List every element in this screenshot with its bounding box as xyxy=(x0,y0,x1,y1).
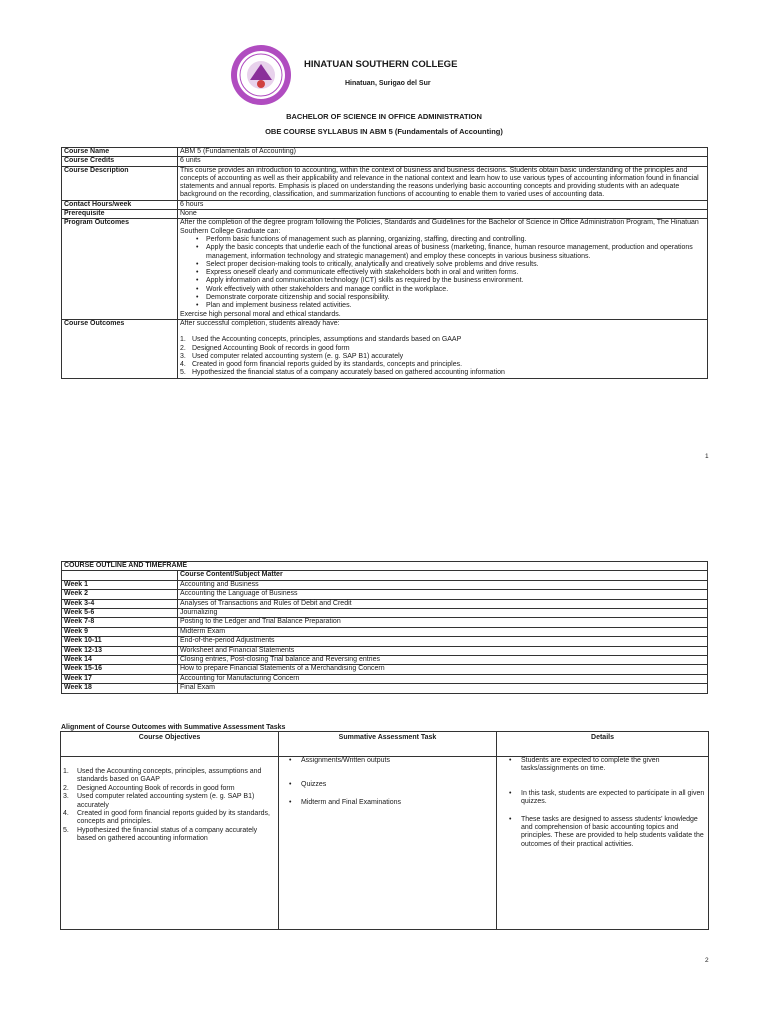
outline-week-header xyxy=(62,571,178,580)
table-row xyxy=(62,599,708,608)
table-row xyxy=(62,562,708,571)
week-cell: Week 3-4 xyxy=(62,599,178,608)
program-title: BACHELOR OF SCIENCE IN OFFICE ADMINISTRATION xyxy=(286,112,482,121)
course-credits-value: 6 units xyxy=(178,157,708,166)
list-item: 1. Used the Accounting concepts, principles, assumptions and standards based on GAAP xyxy=(180,336,462,344)
list-item: • Perform basic functions of management such as planning, organizing, staffing, directing and controlling. xyxy=(206,236,705,244)
details-list xyxy=(499,757,706,849)
list-item: • Express oneself clearly and communicate effectively with stakeholders both in oral and written forms. xyxy=(206,269,705,277)
week-cell: Week 17 xyxy=(62,674,178,683)
course-info-table xyxy=(61,147,708,379)
content-cell: Accounting for Manufacturing Concern xyxy=(178,674,708,683)
tasks-list xyxy=(281,757,494,807)
course-outline-table xyxy=(61,561,708,694)
list-item: 3. Used computer related accounting system (e. g. SAP B1) accurately xyxy=(63,793,255,809)
list-item: • Quizzes xyxy=(301,781,494,789)
list-item: 4. Created in good form financial reports guided by its standards, concepts and principles. xyxy=(63,810,270,826)
table-row xyxy=(62,148,708,157)
table-row xyxy=(62,665,708,674)
list-item: 5. Hypothesized the financial status of a company accurately based on gathered accounting information xyxy=(63,826,258,843)
list-item: • Apply the basic concepts that underlie each of the functional areas of business (marketing, finance, human resource management, production and operations management, information technology and strategic management) and employ these concepts in various business situations. xyxy=(206,244,705,261)
table-row xyxy=(62,319,708,378)
week-cell: Week 7-8 xyxy=(62,618,178,627)
course-outcomes-intro: After successful completion, students already have: xyxy=(180,319,340,327)
list-item: • Work effectively with other stakeholders and manage conflict in the workplace. xyxy=(206,286,705,294)
table-row xyxy=(62,590,708,599)
table-row xyxy=(62,684,708,693)
course-outcomes-list xyxy=(180,336,705,377)
page-number-1: 1 xyxy=(705,453,709,460)
content-cell: Posting to the Ledger and Trial Balance Preparation xyxy=(178,618,708,627)
week-cell: Week 18 xyxy=(62,684,178,693)
list-item: • Demonstrate corporate citizenship and social responsibility. xyxy=(206,294,705,302)
table-row xyxy=(62,627,708,636)
table-row xyxy=(61,757,709,930)
prerequisite-label: Prerequisite xyxy=(62,210,178,219)
table-row xyxy=(62,580,708,589)
page-number-2: 2 xyxy=(705,957,709,964)
list-item: 4. Created in good form financial reports guided by its standards, concepts and principles. xyxy=(180,361,463,369)
outline-content-header: Course Content/Subject Matter xyxy=(178,571,708,580)
list-item: 2. Designed Accounting Book of records in good form xyxy=(180,344,350,352)
details-header: Details xyxy=(497,732,709,757)
program-outcomes-last: Exercise high personal moral and ethical standards. xyxy=(180,310,341,318)
course-name-value: ABM 5 (Fundamentals of Accounting) xyxy=(178,148,708,157)
task-header: Summative Assessment Task xyxy=(279,732,497,757)
contact-hours-value: 6 hours xyxy=(178,200,708,209)
content-cell: How to prepare Financial Statements of a Merchandising Concern xyxy=(178,665,708,674)
content-cell: Analyses of Transactions and Rules of Debit and Credit xyxy=(178,599,708,608)
week-cell: Week 14 xyxy=(62,656,178,665)
list-item: 5. Hypothesized the financial status of a company accurately based on gathered accounting information xyxy=(180,369,505,377)
table-row xyxy=(62,200,708,209)
content-cell: Accounting the Language of Business xyxy=(178,590,708,599)
course-description-value: This course provides an introduction to accounting, within the context of business and business decisions. Students obtain basic understanding of the principles and concepts of accounting as well as their applicability and relevance in the national context and learn how to use various types of accounting information found in financial statements and annual reports. Emphasis is placed on understanding the reasons underlying basic accounting concepts and providing students with an adequate background on the recording, classification, and summarization functions of accounting to enable them to varied uses of accounting data. xyxy=(178,166,708,200)
alignment-table xyxy=(60,731,709,930)
week-cell: Week 15-16 xyxy=(62,665,178,674)
program-outcomes-list xyxy=(180,236,705,311)
table-row xyxy=(62,210,708,219)
program-outcomes-intro: After the completion of the degree program following the Policies, Standards and Guidelines for the Bachelor of Science in Office Administration Program, The Hinatuan Southern College Graduate can: xyxy=(180,219,699,235)
content-cell: Closing entries, Post-closing Trial balance and Reversing entries xyxy=(178,656,708,665)
content-cell: Journalizing xyxy=(178,609,708,618)
week-cell: Week 12-13 xyxy=(62,646,178,655)
content-cell: Midterm Exam xyxy=(178,627,708,636)
week-cell: Week 1 xyxy=(62,580,178,589)
list-item: 1. Used the Accounting concepts, principles, assumptions and standards based on GAAP xyxy=(63,768,262,784)
list-item: • Assignments/Written outputs xyxy=(301,757,494,765)
contact-hours-label: Contact Hours/week xyxy=(62,200,178,209)
table-row xyxy=(62,166,708,200)
list-item: • These tasks are designed to assess students' knowledge and comprehension of basic accounting topics and principles. These are provided to help students validate the outcomes of their practical activities. xyxy=(521,816,706,850)
list-item: • Plan and implement business related activities. xyxy=(206,302,705,310)
content-cell: Accounting and Business xyxy=(178,580,708,589)
objectives-header: Course Objectives xyxy=(61,732,279,757)
course-name-label: Course Name xyxy=(62,148,178,157)
details-cell xyxy=(497,757,709,930)
table-row xyxy=(61,732,709,757)
program-outcomes-value xyxy=(178,219,708,320)
week-cell: Week 2 xyxy=(62,590,178,599)
list-item: 3. Used computer related accounting system (e. g. SAP B1) accurately xyxy=(180,352,404,360)
content-cell: End-of-the-period Adjustments xyxy=(178,637,708,646)
objectives-cell xyxy=(61,757,279,930)
tasks-cell xyxy=(279,757,497,930)
list-item: 2. Designed Accounting Book of records in good form xyxy=(63,784,235,792)
table-row xyxy=(62,157,708,166)
table-row xyxy=(62,219,708,320)
week-cell: Week 10-11 xyxy=(62,637,178,646)
content-cell: Worksheet and Financial Statements xyxy=(178,646,708,655)
course-outcomes-label: Course Outcomes xyxy=(62,319,178,378)
list-item: • Apply information and communication technology (ICT) skills as required by the business environment. xyxy=(206,277,705,285)
outline-title: COURSE OUTLINE AND TIMEFRAME xyxy=(62,562,708,571)
syllabus-title: OBE COURSE SYLLABUS IN ABM 5 (Fundamentals of Accounting) xyxy=(265,127,503,136)
college-name: HINATUAN SOUTHERN COLLEGE xyxy=(304,59,458,70)
list-item: • Select proper decision-making tools to critically, analytically and creatively solve problems and drive results. xyxy=(206,261,705,269)
college-seal-logo xyxy=(230,44,292,106)
list-item: • In this task, students are expected to participate in all given quizzes. xyxy=(521,790,706,807)
list-item: • Midterm and Final Examinations xyxy=(301,799,494,807)
week-cell: Week 5-6 xyxy=(62,609,178,618)
table-row xyxy=(62,637,708,646)
prerequisite-value: None xyxy=(178,210,708,219)
course-description-label: Course Description xyxy=(62,166,178,200)
table-row xyxy=(62,571,708,580)
week-cell: Week 9 xyxy=(62,627,178,636)
table-row xyxy=(62,674,708,683)
content-cell: Final Exam xyxy=(178,684,708,693)
table-row xyxy=(62,609,708,618)
list-item: • Students are expected to complete the given tasks/assignments on time. xyxy=(521,757,706,774)
alignment-title: Alignment of Course Outcomes with Summative Assessment Tasks xyxy=(61,724,286,731)
objectives-list xyxy=(63,757,276,844)
program-outcomes-label: Program Outcomes xyxy=(62,219,178,320)
college-address: Hinatuan, Surigao del Sur xyxy=(345,80,431,87)
course-outcomes-value xyxy=(178,319,708,378)
table-row xyxy=(62,656,708,665)
table-row xyxy=(62,618,708,627)
table-row xyxy=(62,646,708,655)
course-credits-label: Course Credits xyxy=(62,157,178,166)
